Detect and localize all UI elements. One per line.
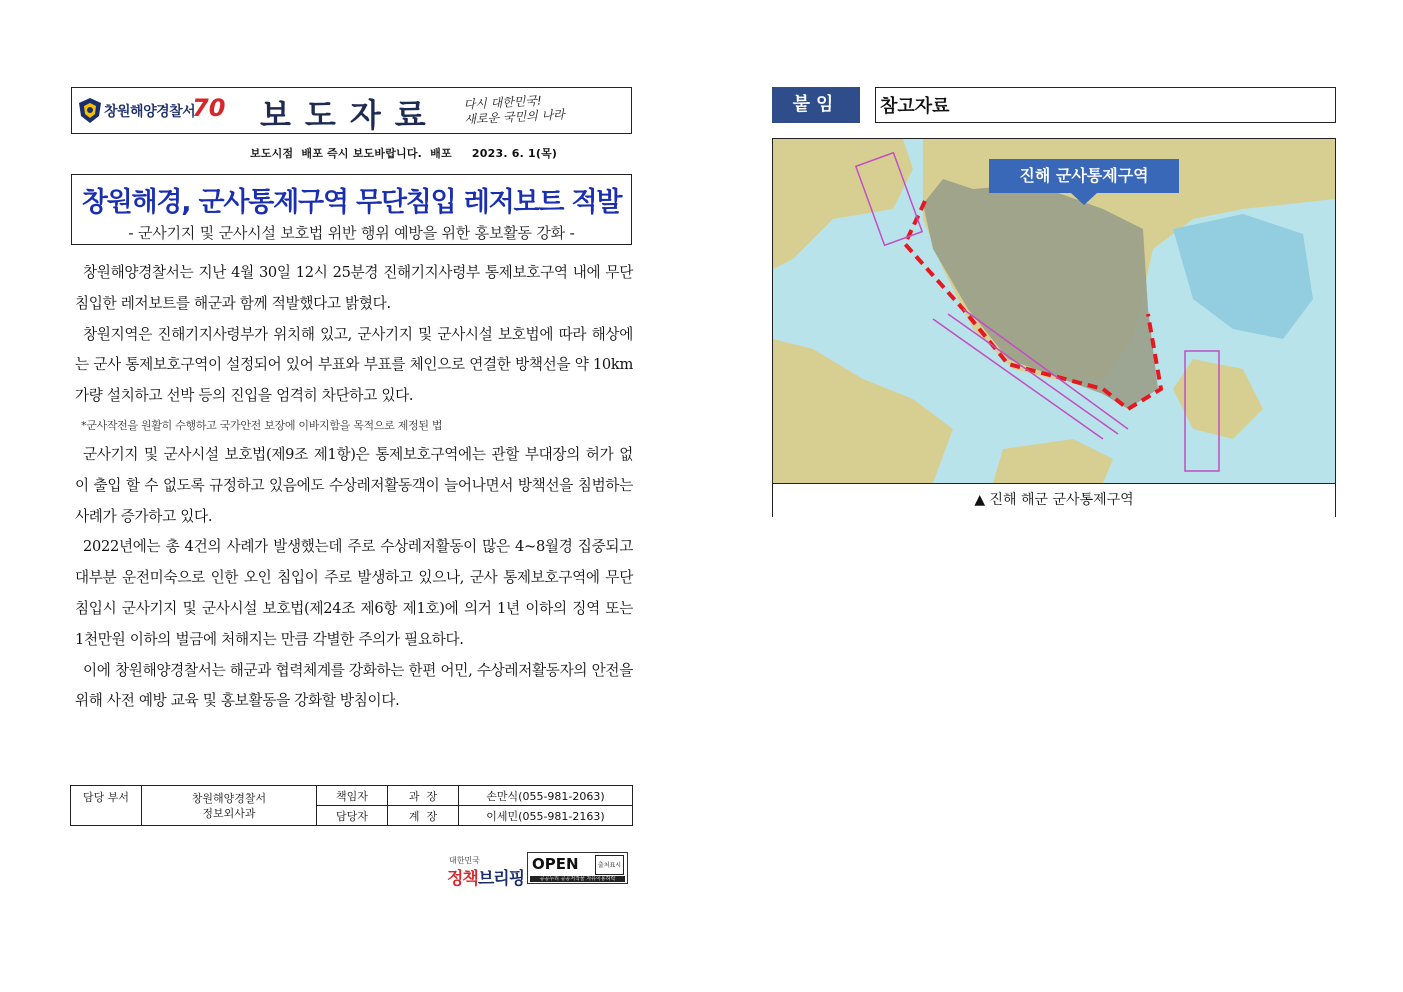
person-cell: 손만식(055-981-2063) [459, 786, 633, 806]
person-cell: 이세민(055-981-2163) [459, 806, 633, 826]
open-license-bar: 공공누리 공공저작물 자유이용허락 [530, 876, 625, 882]
slogan-line-2: 새로운 국민의 나라 [464, 107, 566, 127]
title-box [71, 174, 632, 245]
table-row [71, 786, 633, 806]
attribution-icon: 출처표시 [595, 855, 624, 875]
attachment-title: 참고자료 [880, 96, 950, 117]
attachment-tag: 붙임 [772, 87, 860, 123]
role-cell: 담당자 [317, 806, 388, 826]
dept-label: 담당 부서 [71, 786, 142, 826]
role-cell: 책임자 [317, 786, 388, 806]
headline: 창원해경, 군사통제구역 무단침입 레저보트 적발 [81, 187, 622, 218]
contact-table [70, 785, 633, 826]
map-figure [772, 138, 1336, 517]
footnote: *군사작전을 원활히 수행하고 국가안전 보장에 이바지함을 목적으로 제정된 법 [81, 418, 443, 432]
press-release-title: 보도자료 [260, 96, 440, 134]
korea-label: 대한민국 [449, 856, 480, 865]
paragraph-4: 2022년에는 총 4건의 사례가 발생했는데 주로 수상레저활동이 많은 4~8월경 집중되고 대부분 운전미숙으로 인한 오인 침입이 주로 발생하고 있으나, 군사 통제보호구역에 무단 침입시 군사기지 및 군사시설 보호법(제24조 제6항 제1호)에 의거 1년 이하의 징역 또는 1천만원 이하의 벌금에 처해지는 만큼 각별한 주의가 필요하다. [75, 538, 633, 648]
map-banner: 진해 군사통제구역 [1019, 166, 1149, 185]
org-name: 창원해양경찰서 [104, 104, 196, 120]
slogan-line-1: 다시 대한민국! [463, 93, 543, 112]
title-cell: 계 장 [388, 806, 459, 826]
paragraph-5: 이에 창원해양경찰서는 해군과 협력체계를 강화하는 한편 어민, 수상레저활동자의 안전을 위해 사전 예방 교육 및 홍보활동을 강화할 방침이다. [75, 661, 633, 710]
map-caption: ▲ 진해 해군 군사통제구역 [773, 483, 1335, 517]
anniversary-mark: 70 [192, 94, 226, 122]
korea-policy-briefing-logo [447, 855, 523, 887]
dept-name-line-1: 창원해양경찰서 [191, 791, 267, 805]
title-cell: 과 장 [388, 786, 459, 806]
subheadline: - 군사기지 및 군사시설 보호법 위반 행위 예방을 위한 홍보활동 강화 - [128, 224, 575, 242]
slogan [463, 92, 565, 127]
open-wordmark: OPEN [532, 855, 579, 873]
article-body [75, 258, 633, 717]
open-license-logo [527, 852, 628, 884]
dept-name [142, 786, 317, 826]
paragraph-2: 창원지역은 진해기지사령부가 위치해 있고, 군사기지 및 군사시설 보호법에 따라 해상에는 군사 통제보호구역이 설정되어 있어 부표와 부표를 체인으로 연결한 방책선을 약 10km 가량 설치하고 선박 등의 진입을 엄격히 차단하고 있다. [75, 325, 633, 405]
dept-name-line-2: 정보외사과 [202, 806, 256, 820]
briefing-wordmark: 정책브리핑 [447, 869, 525, 889]
press-header [71, 87, 632, 134]
paragraph-1: 창원해양경찰서는 지난 4월 30일 12시 25분경 진해기지사령부 통제보호구역 내에 무단 침입한 레저보트를 해군과 함께 적발했다고 밝혔다. [75, 264, 633, 312]
release-info: 보도시점 배포 즉시 보도바랍니다. 배포 2023. 6. 1(목) [250, 147, 558, 160]
restricted-zone-map [773, 139, 1335, 483]
attachment-title-box [875, 87, 1336, 123]
coast-guard-emblem-icon [78, 97, 102, 124]
paragraph-3: 군사기지 및 군사시설 보호법(제9조 제1항)은 통제보호구역에는 관할 부대장의 허가 없이 출입 할 수 없도록 규정하고 있음에도 수상레저활동객이 늘어나면서 방책선을 침범하는 사례가 증가하고 있다. [75, 445, 633, 525]
